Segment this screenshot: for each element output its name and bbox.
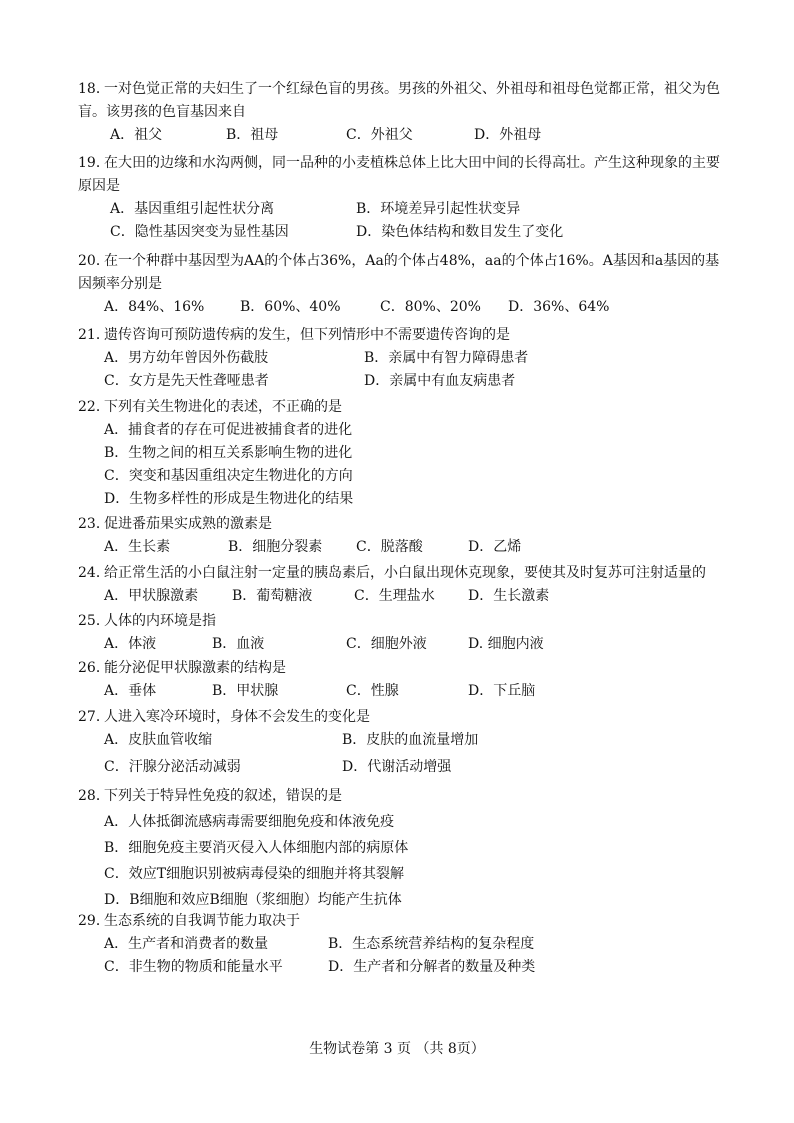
- option-c: C．性腺: [346, 683, 399, 699]
- question-text: 在一个种群中基因型为AA的个体占36%，Aa的个体占48%，aa的个体占16%。A基因和a基因的基因频率分别是: [78, 253, 720, 292]
- option-c: C．女方是先天性聋哑患者: [104, 373, 269, 389]
- option-d: D．外祖母: [474, 127, 542, 143]
- option-c: C．隐性基因突变为显性基因: [110, 224, 289, 240]
- option-row: [78, 756, 728, 779]
- option-b: B．血液: [212, 636, 265, 652]
- question-text: 下列关于特异性免疫的叙述，错误的是: [104, 788, 342, 804]
- question-number: 22．: [78, 399, 110, 415]
- question-29: [78, 910, 728, 979]
- option-row: [78, 370, 728, 393]
- question-27: [78, 706, 728, 779]
- option-d: D．生物多样性的形成是生物进化的结果: [104, 491, 354, 507]
- question-22: [78, 396, 728, 511]
- question-25: [78, 610, 728, 656]
- question-19: [78, 152, 728, 244]
- question-text: 在大田的边缘和水沟两侧，同一品种的小麦植株总体上比大田中间的长得高壮。产生这种现象的主要原因是: [78, 155, 720, 194]
- option-b: B．甲状腺: [212, 683, 279, 699]
- question-24: [78, 562, 728, 608]
- option-a: A．基因重组引起性状分离: [110, 201, 275, 217]
- question-number: 19．: [78, 155, 110, 171]
- question-21: [78, 324, 728, 393]
- question-number: 25．: [78, 613, 110, 629]
- option-row: [78, 465, 728, 488]
- option-row: [78, 536, 728, 559]
- option-d: D．代谢活动增强: [342, 759, 452, 775]
- question-number: 29．: [78, 913, 110, 929]
- option-d: D．B细胞和效应B细胞（浆细胞）均能产生抗体: [104, 892, 402, 908]
- option-a: A．男方幼年曾因外伤截肢: [104, 350, 269, 366]
- option-a: A．生长素: [104, 539, 171, 555]
- question-text: 遗传咨询可预防遗传病的发生，但下列情形中不需要遗传咨询的是: [104, 327, 510, 343]
- question-text: 一对色觉正常的夫妇生了一个红绿色盲的男孩。男孩的外祖父、外祖母和祖母色觉都正常，祖父为色盲。该男孩的色盲基因来自: [78, 81, 720, 120]
- option-d: D．下丘脑: [468, 683, 536, 699]
- option-row: [78, 347, 728, 370]
- page-footer: 生物试卷第 3 页 （共 8页）: [309, 1041, 485, 1057]
- option-a: A．甲状腺激素: [104, 588, 199, 604]
- option-b: B．祖母: [226, 127, 279, 143]
- option-row: [78, 585, 728, 608]
- option-d: D．36%、64%: [508, 299, 610, 315]
- question-text: 人体的内环境是指: [104, 613, 216, 629]
- option-row: [78, 680, 728, 703]
- question-text: 给正常生活的小白鼠注射一定量的胰岛素后，小白鼠出现休克现象，要使其及时复苏可注射适量的: [104, 565, 706, 581]
- question-text: 人进入寒冷环境时，身体不会发生的变化是: [104, 709, 370, 725]
- option-c: C．80%、20%: [380, 299, 481, 315]
- option-d: D．亲属中有血友病患者: [364, 373, 516, 389]
- question-number: 18．: [78, 81, 110, 97]
- question-number: 23．: [78, 516, 110, 532]
- option-b: B．亲属中有智力障碍患者: [364, 350, 529, 366]
- option-b: B．皮肤的血流量增加: [342, 732, 479, 748]
- option-c: C．突变和基因重组决定生物进化的方向: [104, 468, 353, 484]
- question-number: 26．: [78, 660, 110, 676]
- question-number: 27．: [78, 709, 110, 725]
- option-a: A．皮肤血管收缩: [104, 732, 213, 748]
- option-row: [104, 124, 728, 147]
- option-row: [78, 633, 728, 656]
- option-d: D. 细胞内液: [468, 636, 544, 652]
- option-b: B．60%、40%: [240, 299, 341, 315]
- option-c: C．非生物的物质和能量水平: [104, 959, 283, 975]
- option-c: C．细胞外液: [346, 636, 427, 652]
- option-row: [78, 933, 728, 956]
- question-number: 20．: [78, 253, 110, 269]
- question-23: [78, 513, 728, 559]
- option-b: B．生物之间的相互关系影响生物的进化: [104, 445, 353, 461]
- option-row: [78, 296, 728, 319]
- option-row: [78, 488, 728, 511]
- option-d: D．生产者和分解者的数量及种类: [328, 959, 536, 975]
- option-row: [78, 221, 728, 244]
- option-row: [78, 729, 728, 756]
- option-b: B．环境差异引起性状变异: [356, 201, 521, 217]
- option-c: C．汗腺分泌活动减弱: [104, 759, 241, 775]
- option-a: A．84%、16%: [104, 299, 205, 315]
- option-row: [78, 956, 728, 979]
- option-row: [78, 419, 728, 442]
- option-b: B．细胞免疫主要消灭侵入人体细胞内部的病原体: [104, 840, 409, 856]
- option-c: C．脱落酸: [356, 539, 423, 555]
- option-d: D．生长激素: [468, 588, 550, 604]
- option-row: [78, 442, 728, 465]
- option-a: A．捕食者的存在可促进被捕食者的进化: [104, 422, 353, 438]
- option-a: A．人体抵御流感病毒需要细胞免疫和体液免疫: [104, 814, 395, 830]
- option-a: A．垂体: [104, 683, 157, 699]
- option-c: C．效应T细胞识别被病毒侵染的细胞并将其裂解: [104, 866, 405, 882]
- option-b: B．葡萄糖液: [232, 588, 313, 604]
- option-row: [78, 835, 728, 861]
- question-text: 能分泌促甲状腺激素的结构是: [104, 660, 286, 676]
- option-c: C．生理盐水: [354, 588, 435, 604]
- question-26: [78, 657, 728, 703]
- question-number: 28．: [78, 788, 110, 804]
- question-20: [78, 250, 728, 319]
- option-d: D．染色体结构和数目发生了变化: [356, 224, 564, 240]
- question-text: 生态系统的自我调节能力取决于: [104, 913, 300, 929]
- question-number: 24．: [78, 565, 110, 581]
- option-d: D．乙烯: [468, 539, 522, 555]
- option-row: [78, 809, 728, 835]
- option-b: B．生态系统营养结构的复杂程度: [328, 936, 535, 952]
- option-b: B．细胞分裂素: [228, 539, 323, 555]
- option-c: C．外祖父: [346, 127, 413, 143]
- option-row: [78, 861, 728, 887]
- option-a: A．生产者和消费者的数量: [104, 936, 269, 952]
- question-18: [78, 78, 728, 147]
- option-row: [78, 198, 728, 221]
- question-number: 21．: [78, 327, 110, 343]
- option-a: A．祖父: [110, 127, 163, 143]
- question-28: [78, 783, 728, 913]
- question-text: 下列有关生物进化的表述，不正确的是: [104, 399, 342, 415]
- question-text: 促进番茄果实成熟的激素是: [104, 516, 272, 532]
- option-a: A．体液: [104, 636, 157, 652]
